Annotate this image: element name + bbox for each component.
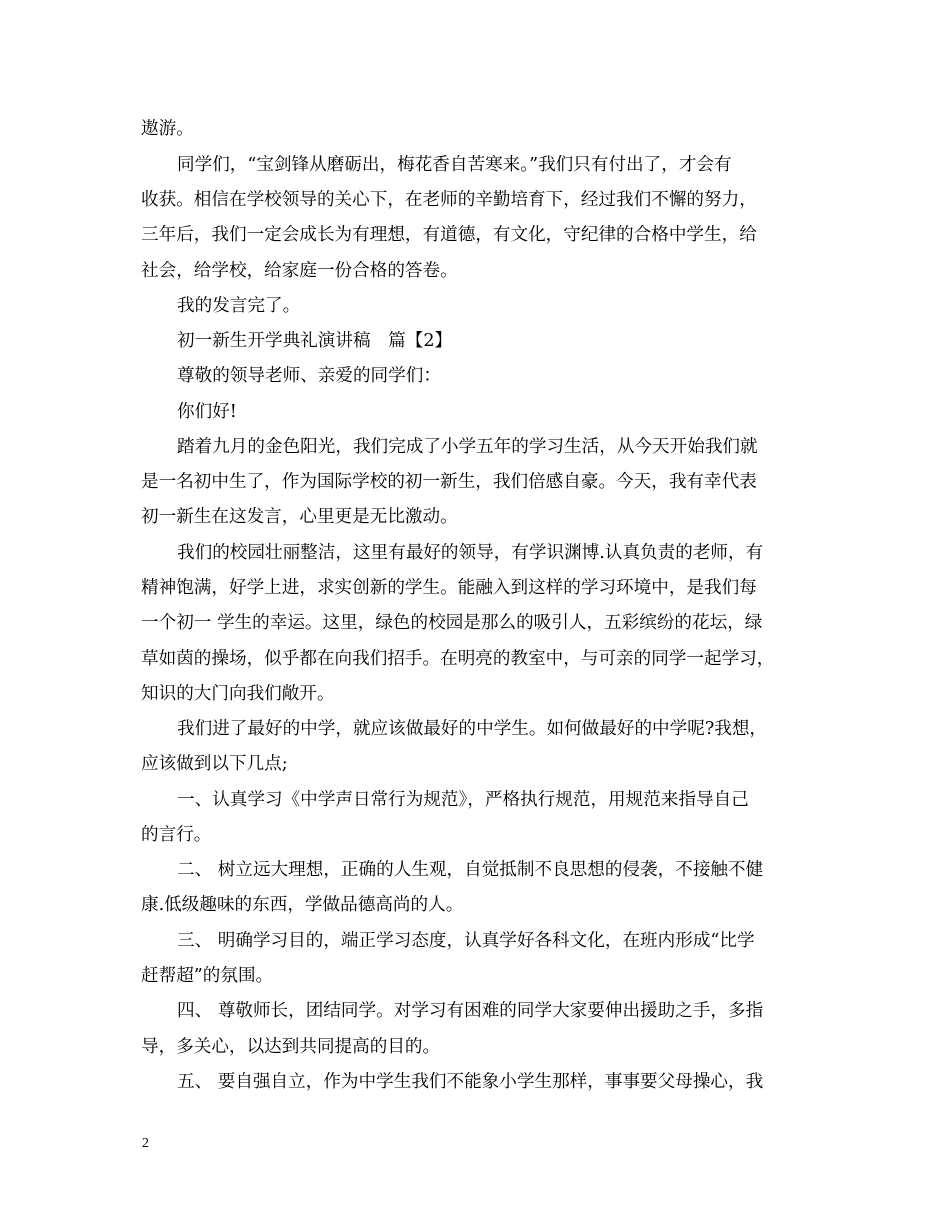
text-line: 知识的大门向我们敞开。: [141, 684, 335, 704]
text-line: 踏着九月的金色阳光，我们完成了小学五年的学习生活，从今天开始我们就: [177, 437, 758, 457]
text-line: 遨游。: [141, 119, 194, 139]
text-line: 同学们，“宝剑锋从磨砺出，梅花香自苦寒来。”我们只有付出了，才会有: [177, 155, 732, 175]
list-item-line: 五、 要自强自立，作为中学生我们不能象小学生那样，事事要父母操心，我: [177, 1072, 764, 1092]
text-line: 康.低级趣味的东西，学做品德高尚的人。: [141, 895, 464, 915]
greeting: 你们好!: [177, 402, 237, 422]
text-line: 一个初一 学生的幸运。这里，绿色的校园是那么的吸引人，五彩缤纷的花坛，绿: [141, 613, 763, 633]
text-line: 的言行。: [141, 825, 212, 845]
text-line: 精神饱满，好学上进，求实创新的学生。能融入到这样的学习环境中，是我们每: [141, 578, 757, 598]
text-line: 赶帮超”的氛围。: [141, 966, 274, 986]
list-item-line: 二、 树立远大理想，正确的人生观，自觉抵制不良思想的侵袭，不接触不健: [177, 860, 764, 880]
text-line: 初一新生在这发言，心里更是无比激动。: [141, 507, 458, 527]
text-line: 我们进了最好的中学，就应该做最好的中学生。如何做最好的中学呢?我想，: [177, 719, 768, 739]
text-line: 收获。相信在学校领导的关心下，在老师的辛勤培育下，经过我们不懈的努力，: [141, 190, 757, 210]
salutation: 尊敬的领导老师、亲爱的同学们：: [177, 366, 441, 386]
text-line: 我们的校园壮丽整洁，这里有最好的领导，有学识渊博.认真负责的老师，有: [177, 543, 764, 563]
list-item-line: 四、 尊敬师长，团结同学。对学习有困难的同学大家要伸出援助之手，多指: [177, 1001, 764, 1021]
text-line: 我的发言完了。: [177, 296, 301, 316]
text-line: 社会，给学校，给家庭一份合格的答卷。: [141, 261, 458, 281]
text-line: 应该做到以下几点;: [141, 754, 288, 774]
text-line: 草如茵的操场，似乎都在向我们招手。在明亮的教室中，与可亲的同学一起学习，: [141, 649, 775, 669]
list-item-line: 一、认真学习《中学声日常行为规范》，严格执行规范，用规范来指导自己: [177, 790, 749, 810]
text-line: 是一名初中生了，作为国际学校的初一新生，我们倍感自豪。今天，我有幸代表: [141, 472, 757, 492]
text-line: 三年后，我们一定会成长为有理想，有道德，有文化，守纪律的合格中学生，给: [141, 225, 757, 245]
page-number: 2: [142, 1136, 149, 1151]
list-item-line: 三、 明确学习目的，端正学习态度，认真学好各科文化，在班内形成“比学: [177, 931, 755, 951]
section-heading: 初一新生开学典礼演讲稿 篇【2】: [177, 331, 453, 351]
text-line: 导，多关心，以达到共同提高的目的。: [141, 1037, 441, 1057]
